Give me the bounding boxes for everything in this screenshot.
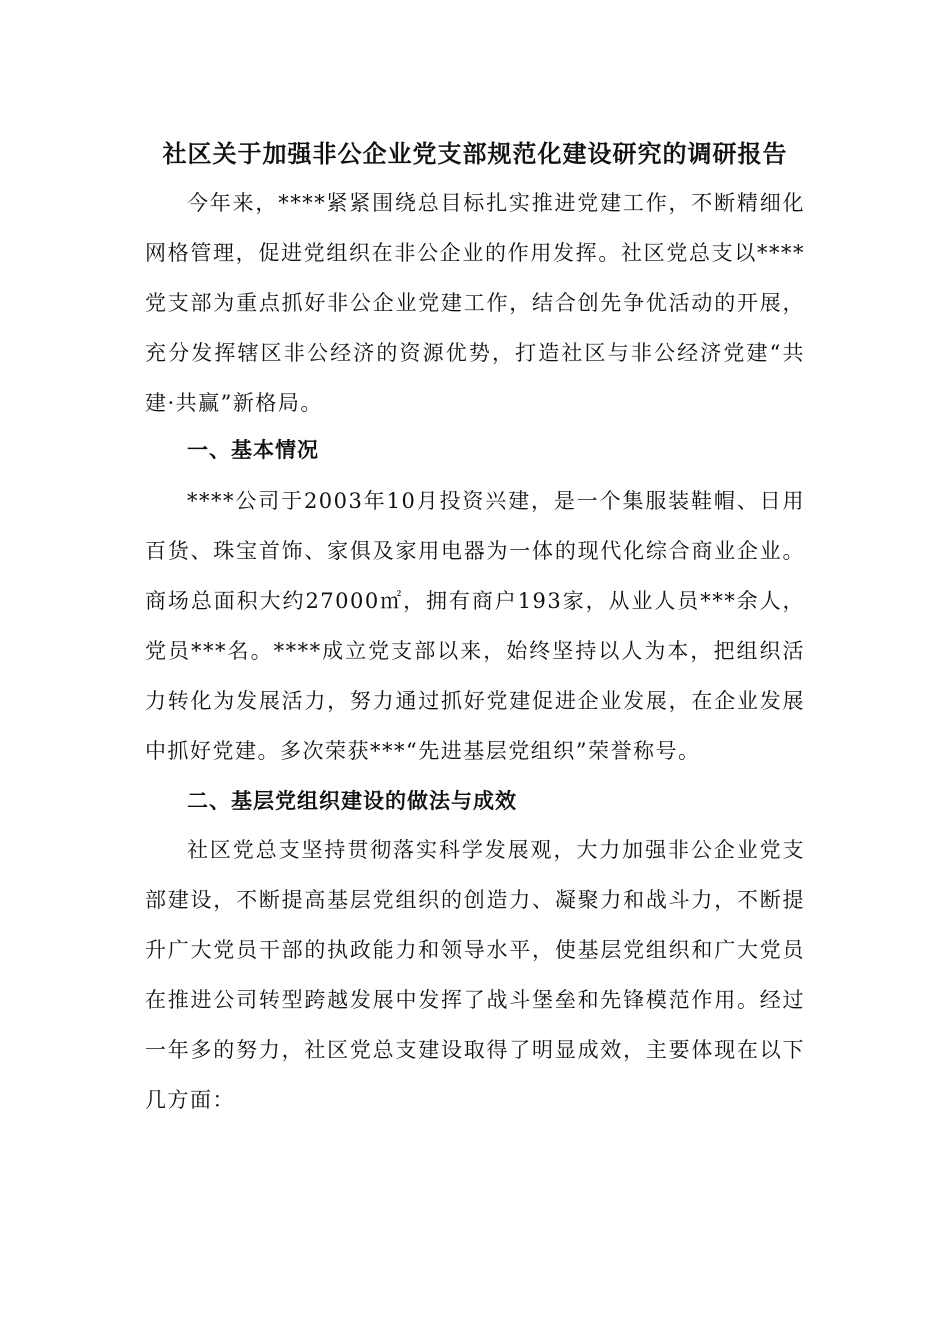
intro-paragraph: 今年来，****紧紧围绕总目标扎实推进党建工作，不断精细化网格管理，促进党组织在非公企业的作用发挥。社区党总支以****党支部为重点抓好非公企业党建工作，结合创先争优活动的开展，充分发挥辖区非公经济的资源优势，打造社区与非公经济党建“共建·共赢”新格局。 — [145, 191, 805, 415]
section-paragraph-basic-situation: ****公司于2003年10月投资兴建，是一个集服装鞋帽、日用百货、珠宝首饰、家俱及家用电器为一体的现代化综合商业企业。商场总面积大约27000㎡，拥有商户193家，从业人员***余人，党员***名。****成立党支部以来，始终坚持以人为本，把组织活力转化为发展活力，努力通过抓好党建促进企业发展，在企业发展中抓好党建。多次荣获***“先进基层党组织”荣誉称号。 — [145, 489, 805, 763]
section-paragraph-practices-results: 社区党总支坚持贯彻落实科学发展观，大力加强非公企业党支部建设，不断提高基层党组织的创造力、凝聚力和战斗力，不断提升广大党员干部的执政能力和领导水平，使基层党组织和广大党员在推进公司转型跨越发展中发挥了战斗堡垒和先锋模范作用。经过一年多的努力，社区党总支建设取得了明显成效，主要体现在以下几方面： — [145, 838, 805, 1112]
section-heading-practices-results: 二、基层党组织建设的做法与成效 — [187, 788, 517, 813]
document-title: 社区关于加强非公企业党支部规范化建设研究的调研报告 — [162, 139, 788, 168]
section-heading-basic-situation: 一、基本情况 — [187, 437, 319, 462]
